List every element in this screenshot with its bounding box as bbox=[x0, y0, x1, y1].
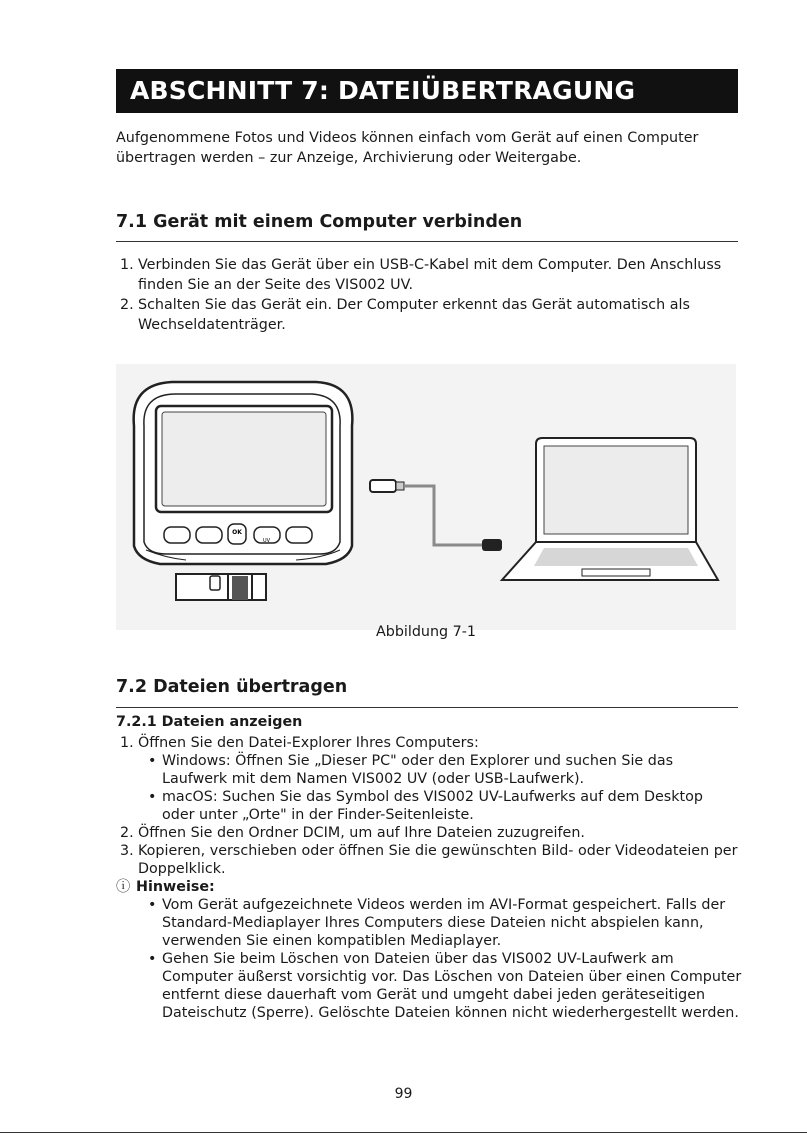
step-text: Öffnen Sie den Datei-Explorer Ihres Computers: bbox=[138, 735, 479, 751]
bullet-text: Laufwerk mit dem Namen VIS002 UV (oder USB-Laufwerk). bbox=[162, 771, 585, 787]
list-item bbox=[116, 733, 756, 753]
notes-heading bbox=[116, 877, 756, 897]
figure-device-to-laptop bbox=[116, 364, 736, 630]
info-icon: ⓘ bbox=[116, 879, 131, 895]
note-continuation bbox=[116, 967, 756, 987]
step-text: Kopieren, verschieben oder öffnen Sie die gewünschten Bild- oder Videodateien per bbox=[138, 843, 738, 859]
note-continuation bbox=[116, 985, 756, 1005]
intro-line: Aufgenommene Fotos und Videos können einfach vom Gerät auf einen Computer bbox=[116, 130, 699, 146]
intro-line: übertragen werden – zur Anzeige, Archivierung oder Weitergabe. bbox=[116, 150, 582, 166]
list-item bbox=[116, 841, 756, 861]
connection-illustration bbox=[116, 364, 736, 630]
step-number: 3. bbox=[120, 843, 134, 859]
footer-rule bbox=[0, 1132, 807, 1133]
note-text: Vom Gerät aufgezeichnete Videos werden im AVI-Format gespeichert. Falls der bbox=[162, 897, 726, 913]
list-item bbox=[116, 295, 756, 315]
step-text: Schalten Sie das Gerät ein. Der Computer erkennt das Gerät automatisch als bbox=[138, 297, 690, 313]
bullet-dot: • bbox=[148, 897, 157, 913]
list-item bbox=[116, 823, 756, 843]
section-title: ABSCHNITT 7: DATEIÜBERTRAGUNG bbox=[116, 69, 738, 113]
note-text: Standard-Mediaplayer Ihres Computers diese Dateien nicht abspielen kann, bbox=[162, 915, 704, 931]
figure-caption: Abbildung 7-1 bbox=[375, 624, 477, 640]
step-text: Wechseldatenträger. bbox=[138, 317, 286, 333]
heading-7-2: 7.2 Dateien übertragen bbox=[116, 677, 348, 697]
intro-paragraph bbox=[116, 128, 746, 168]
bullet-dot: • bbox=[148, 951, 157, 967]
ok-button-label: OK bbox=[232, 529, 242, 536]
bullet-item bbox=[116, 751, 756, 771]
step-number: 1. bbox=[120, 735, 134, 751]
bullet-text: macOS: Suchen Sie das Symbol des VIS002 UV-Laufwerks auf dem Desktop bbox=[162, 789, 703, 805]
step-number: 2. bbox=[120, 825, 134, 841]
step-number: 1. bbox=[120, 257, 134, 273]
uv-button-label: UV bbox=[263, 538, 271, 544]
step-text: Öffnen Sie den Ordner DCIM, um auf Ihre Dateien zuzugreifen. bbox=[138, 825, 585, 841]
bullet-continuation bbox=[116, 805, 756, 825]
note-continuation bbox=[116, 931, 756, 951]
heading-7-1: 7.1 Gerät mit einem Computer verbinden bbox=[116, 212, 523, 232]
heading-rule bbox=[116, 707, 738, 708]
step-text: Verbinden Sie das Gerät über ein USB-C-Kabel mit dem Computer. Den Anschluss bbox=[138, 257, 722, 273]
bullet-text: oder unter „Orte" in der Finder-Seitenleiste. bbox=[162, 807, 474, 823]
bullet-text: Windows: Öffnen Sie „Dieser PC" oder den Explorer und suchen Sie das bbox=[162, 753, 674, 769]
list-item-continuation bbox=[116, 315, 756, 335]
step-number: 2. bbox=[120, 297, 134, 313]
endoscope-device-icon bbox=[134, 382, 353, 600]
list-item bbox=[116, 255, 756, 275]
bullet-dot: • bbox=[148, 753, 157, 769]
note-text: Gehen Sie beim Löschen von Dateien über das VIS002 UV-Laufwerk am bbox=[162, 951, 674, 967]
note-text: verwenden Sie einen kompatiblen Mediaplayer. bbox=[162, 933, 502, 949]
notes-label: Hinweise: bbox=[136, 879, 215, 895]
bullet-dot: • bbox=[148, 789, 157, 805]
note-text: Computer äußerst vorsichtig vor. Das Löschen von Dateien über einen Computer bbox=[162, 969, 742, 985]
connect-steps-list bbox=[116, 255, 756, 339]
bullet-continuation bbox=[116, 769, 756, 789]
heading-rule bbox=[116, 241, 738, 242]
step-text: Doppelklick. bbox=[138, 861, 226, 877]
note-item bbox=[116, 895, 756, 915]
view-files-list bbox=[116, 733, 756, 1023]
step-text: finden Sie an der Seite des VIS002 UV. bbox=[138, 277, 414, 293]
note-item bbox=[116, 949, 756, 969]
note-continuation bbox=[116, 1003, 756, 1023]
usb-c-cable-icon bbox=[370, 480, 502, 551]
subheading-7-2-1: 7.2.1 Dateien anzeigen bbox=[116, 714, 303, 730]
page-number: 99 bbox=[394, 1086, 413, 1102]
list-item-continuation bbox=[116, 275, 756, 295]
list-item-continuation bbox=[116, 859, 756, 879]
laptop-icon bbox=[502, 438, 718, 580]
note-continuation bbox=[116, 913, 756, 933]
note-text: entfernt diese dauerhaft vom Gerät und umgeht dabei jeden geräteseitigen bbox=[162, 987, 706, 1003]
bullet-item bbox=[116, 787, 756, 807]
note-text: Dateischutz (Sperre). Gelöschte Dateien können nicht wiederhergestellt werden. bbox=[162, 1005, 739, 1021]
